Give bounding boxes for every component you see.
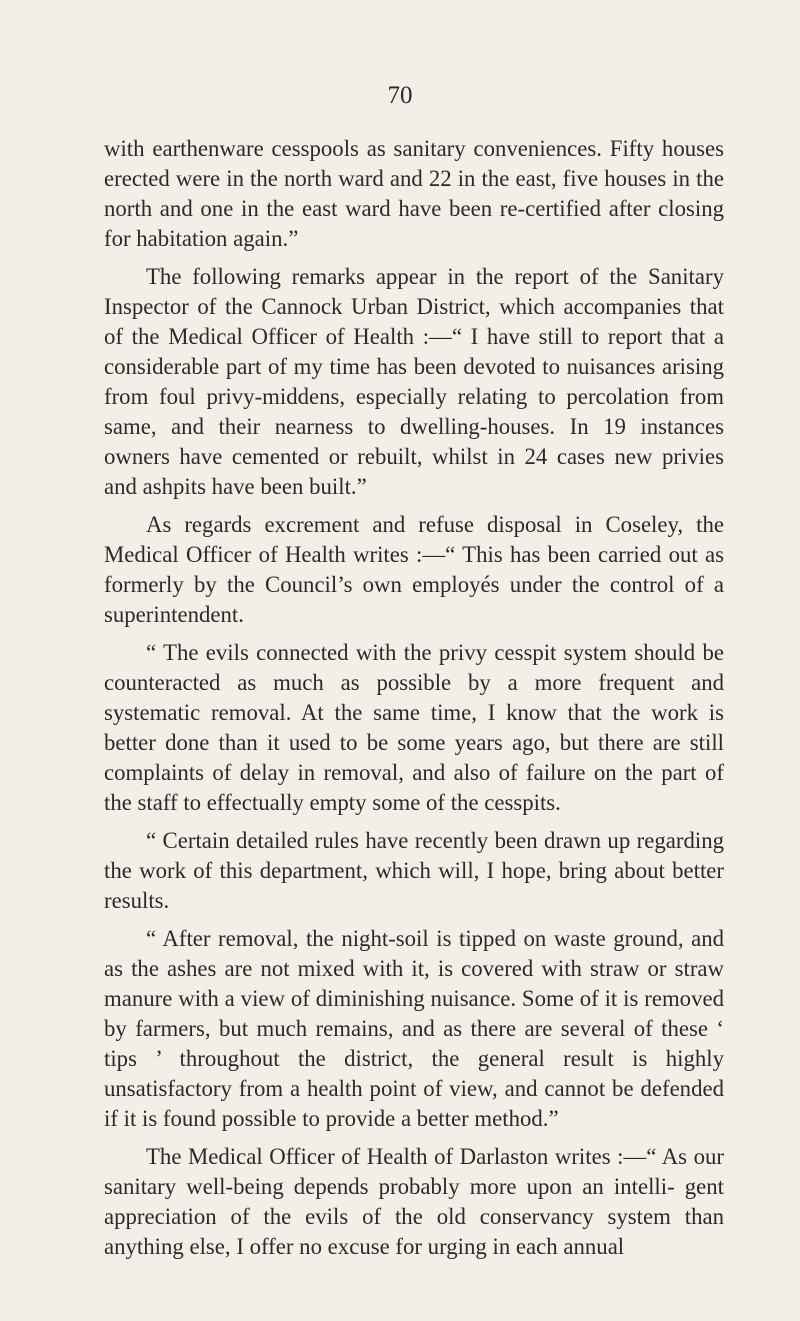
paragraph-6: “ After removal, the night-soil is tipped on waste ground, and as the ashes are not mixed with it, is covered with straw or straw manure with a view of diminishing nuisance. Some of it is removed by farmers, but much remains, and as there are several of these ‘ tips ’ throughout the district, the general result is highly unsatisfactory from a health point of view, and cannot be defended if it is found possible to provide a better method.” [104, 926, 724, 1131]
paragraph-2: The following remarks appear in the report of the Sanitary Inspector of the Cannock Urban District, which accompanies that of the Medical Officer of Health :—“ I have still to report that a considerable part of my time has been devoted to nuisances arising from foul privy-middens, especially relating to percolation from same, and their nearness to dwelling-houses. In 19 instances owners have cemented or rebuilt, whilst in 24 cases new privies and ashpits have been built.” [104, 264, 724, 499]
body-text [104, 134, 724, 1270]
page-number: 70 [387, 82, 413, 109]
paragraph-7: The Medical Officer of Health of Darlaston writes :—“ As our sanitary well-being depends probably more upon an intelli- gent appreciation of the evils of the old conservancy system than anything else, I offer no excuse for urging in each annual [104, 1144, 724, 1259]
paragraph-3: As regards excrement and refuse disposal in Coseley, the Medical Officer of Health writes :—“ This has been carried out as formerly by the Council’s own employés under the control of a superintendent. [104, 512, 724, 627]
paragraph-4: “ The evils connected with the privy cesspit system should be counteracted as much as possible by a more frequent and systematic removal. At the same time, I know that the work is better done than it used to be some years ago, but there are still complaints of delay in removal, and also of failure on the part of the staff to effectually empty some of the cesspits. [104, 640, 724, 815]
paragraph-5: “ Certain detailed rules have recently been drawn up regarding the work of this department, which will, I hope, bring about better results. [104, 828, 724, 913]
paragraph-1: with earthenware cesspools as sanitary conveniences. Fifty houses erected were in the north ward and 22 in the east, five houses in the north and one in the east ward have been re-certified after closing for habitation again.” [104, 136, 724, 251]
